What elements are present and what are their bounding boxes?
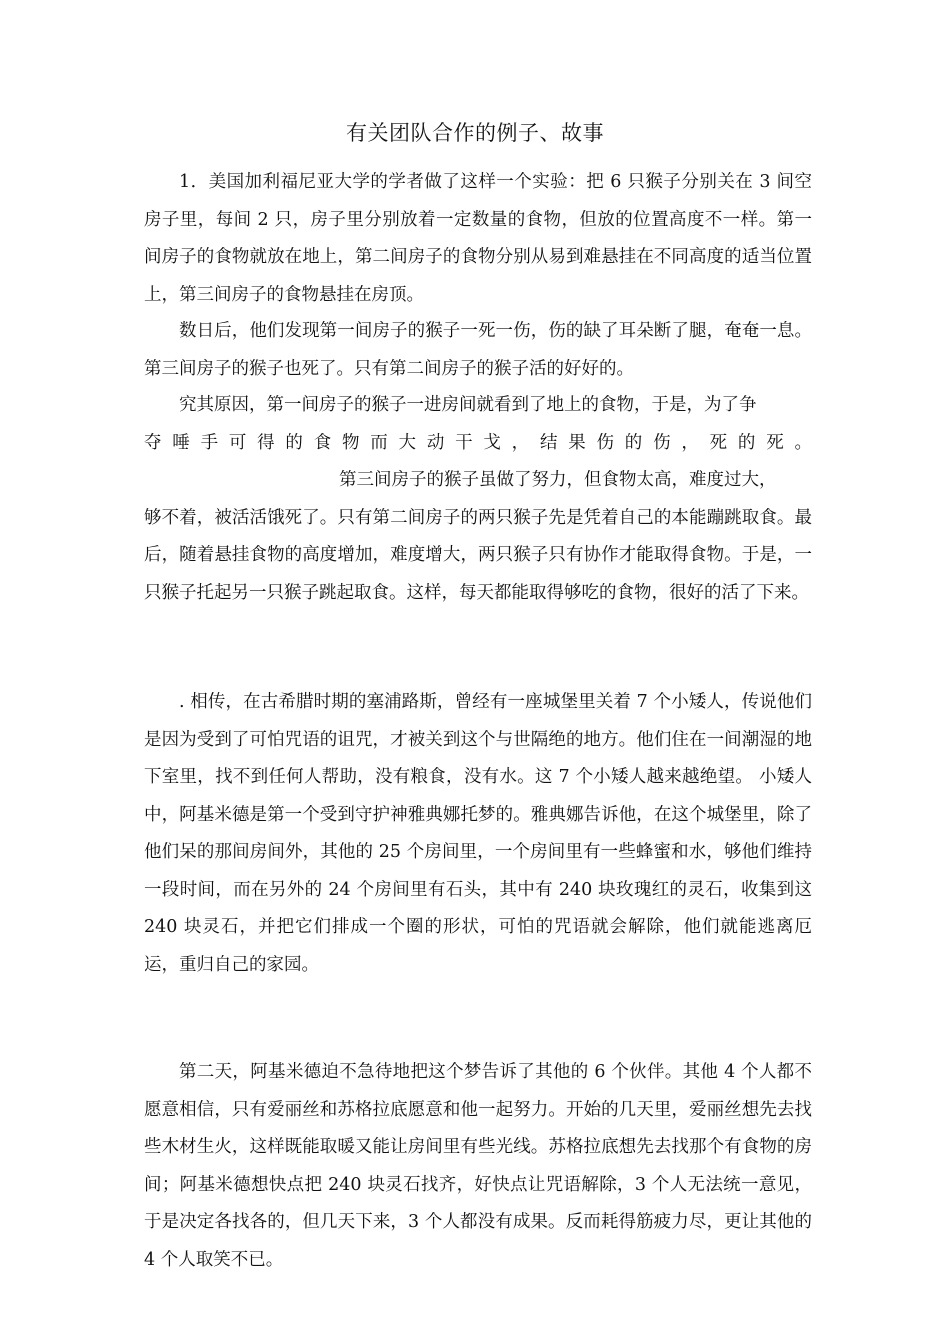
paragraph-monkey-experiment: 1．美国加利福尼亚大学的学者做了这样一个实验：把 6 只猴子分别关在 3 间空房子里，每间 2 只，房子里分别放着一定数量的食物，但放的位置高度不一样。第一间房子的食物就放在地上，第二间房子的食物分别从易到难悬挂在不同高度的适当位置上，第三间房子的食物悬挂在房顶。 xyxy=(144,172,812,305)
paragraph-monkey-reason xyxy=(144,387,812,612)
document-title: 有关团队合作的例子、故事 xyxy=(346,121,604,145)
paragraph-line: 究其原因，第一间房子的猴子一进房间就看到了地上的食物，于是，为了争 xyxy=(179,395,757,415)
paragraph-dwarves-story: . 相传，在古希腊时期的塞浦路斯，曾经有一座城堡里关着 7 个小矮人，传说他们是因为受到了可怕咒语的诅咒，才被关到这个与世隔绝的地方。他们住在一间潮湿的地下室里，找不到任何人帮助，没有粮食，没有水。这 7 个小矮人越来越绝望。 小矮人中，阿基米德是第一个受到守护神雅典娜托梦的。雅典娜告诉他，在这个城堡里，除了他们呆的那间房间外，其他的 25 个房间里，一个房间里有一些蜂蜜和水，够他们维持一段时间，而在另外的 24 个房间里有石头，其中有 240 块玫瑰红的灵石，收集到这 240 块灵石，并把它们排成一个圈的形状，可怕的咒语就会解除，他们就能逃离厄运，重归自己的家园。 xyxy=(144,692,812,975)
paragraph-line: 第三间房子的猴子虽做了努力，但食物太高，难度过大， xyxy=(339,470,777,490)
paragraph-line: 够不着，被活活饿死了。只有第二间房子的两只猴子先是凭着自己的本能蹦跳取食。最后，随着悬挂食物的高度增加，难度增大，两只猴子只有协作才能取得食物。于是，一只猴子托起另一只猴子跳起取食。这样，每天都能取得够吃的食物，很好的活了下来。 xyxy=(144,507,812,603)
paragraph-monkey-result: 数日后，他们发现第一间房子的猴子一死一伤，伤的缺了耳朵断了腿，奄奄一息。第三间房子的猴子也死了。只有第二间房子的猴子活的好好的。 xyxy=(144,321,812,379)
paragraph-dwarves-next-day: 第二天，阿基米德迫不急待地把这个梦告诉了其他的 6 个伙伴。其他 4 个人都不愿意相信，只有爱丽丝和苏格拉底愿意和他一起努力。开始的几天里，爱丽丝想先去找些木材生火，这样既能取暖又能让房间里有些光线。苏格拉底想先去找那个有食物的房间；阿基米德想快点把 240 块灵石找齐，好快点让咒语解除，3 个人无法统一意见，于是决定各找各的，但几天下来，3 个人都没有成果。反而耗得筋疲力尽，更让其他的 4 个人取笑不已。 xyxy=(144,1062,812,1270)
paragraph-line: 夺 唾 手 可 得 的 食 物 而 大 动 干 戈 ， 结 果 伤 的 伤 ， 死 的 死 。 xyxy=(144,432,812,453)
